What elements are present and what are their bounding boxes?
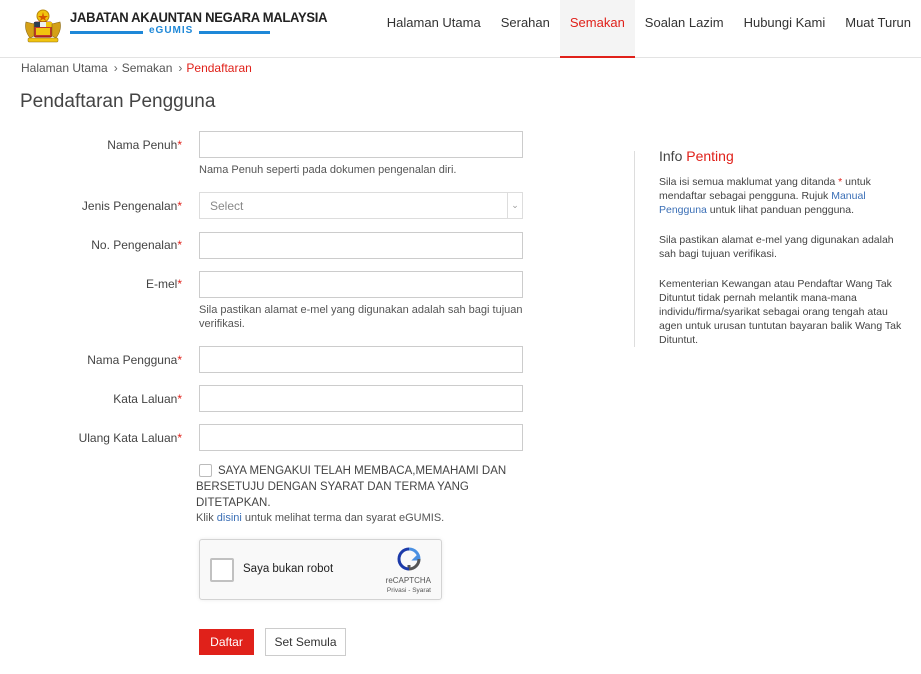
page-title: Pendaftaran Pengguna [20, 91, 216, 112]
info-p1-text: Sila isi semua maklumat yang ditanda [659, 176, 839, 188]
email-label [0, 277, 182, 291]
info-paragraph-1 [659, 175, 907, 217]
main-nav [377, 0, 921, 58]
recaptcha-checkbox[interactable] [210, 558, 234, 582]
nav-item-semakan[interactable]: Semakan [560, 0, 635, 58]
terms-prefix: Klik [196, 512, 217, 524]
breadcrumb-item-current: Pendaftaran [186, 61, 252, 75]
register-button[interactable]: Daftar [199, 629, 254, 655]
recaptcha-label: Saya bukan robot [243, 563, 334, 575]
breadcrumb [21, 61, 252, 75]
info-p1-after: untuk lihat panduan pengguna. [706, 204, 855, 216]
terms-text [196, 512, 444, 524]
confirm-password-label [0, 431, 182, 445]
recaptcha-brand: reCAPTCHA [385, 576, 431, 585]
nav-item-muat-turun[interactable]: Muat Turun [845, 15, 911, 30]
top-header [0, 0, 921, 58]
chevron-right-icon: › [113, 61, 118, 75]
recaptcha-privacy-links[interactable]: Privasi - Syarat [386, 587, 431, 594]
user-manual-link[interactable]: Manual Pengguna [659, 190, 866, 216]
breadcrumb-item-home[interactable]: Halaman Utama [21, 61, 108, 75]
terms-link[interactable]: disini [216, 512, 242, 524]
confirm-password-input[interactable] [199, 424, 523, 451]
required-mark: * [177, 138, 182, 152]
full-name-input[interactable] [199, 131, 523, 158]
full-name-label-text: Nama Penuh [107, 138, 178, 152]
username-input[interactable] [199, 346, 523, 373]
email-help: Sila pastikan alamat e-mel yang digunakan adalah sah bagi tujuan verifikasi. [199, 304, 523, 330]
nav-item-halaman-utama[interactable]: Halaman Utama [386, 15, 481, 30]
password-label [0, 392, 182, 406]
info-paragraph-2: Sila pastikan alamat e-mel yang digunakan adalah sah bagi tujuan verifikasi. [659, 234, 894, 260]
id-number-label [0, 238, 182, 252]
nav-item-hubungi-kami[interactable]: Hubungi Kami [743, 15, 826, 30]
id-type-label-text: Jenis Pengenalan [81, 199, 178, 213]
email-input[interactable] [199, 271, 523, 298]
recaptcha-logo-icon [396, 547, 422, 571]
nav-item-serahan[interactable]: Serahan [500, 15, 550, 30]
info-title-highlight: Penting [686, 148, 734, 164]
required-mark: * [177, 277, 182, 291]
agree-checkbox[interactable] [199, 464, 212, 477]
required-mark: * [838, 176, 843, 188]
email-label-text: E-mel [145, 277, 178, 291]
required-mark: * [177, 199, 182, 213]
username-label-text: Nama Pengguna [87, 353, 178, 367]
logo-title: JABATAN AKAUNTAN NEGARA MALAYSIA [70, 9, 328, 25]
logo-subtitle: eGUMIS [143, 25, 199, 36]
nav-item-soalan-lazim[interactable]: Soalan Lazim [644, 15, 724, 30]
username-label [0, 353, 182, 367]
breadcrumb-item-semakan[interactable]: Semakan [121, 61, 173, 75]
info-p1-mid: untuk mendaftar sebagai pengguna. Rujuk [659, 176, 871, 202]
required-mark: * [177, 392, 182, 406]
required-mark: * [177, 238, 182, 252]
info-divider [634, 151, 635, 347]
password-input[interactable] [199, 385, 523, 412]
id-type-label [0, 199, 182, 213]
reset-button[interactable]: Set Semula [265, 628, 346, 656]
coat-of-arms-logo[interactable] [22, 8, 64, 44]
confirm-password-label-text: Ulang Kata Laluan [78, 431, 178, 445]
info-title [659, 148, 734, 164]
chevron-right-icon: › [178, 61, 183, 75]
info-paragraph-3: Kementerian Kewangan atau Pendaftar Wang Tak Dituntut tidak pernah melantik mana-mana individu/firma/syarikat sebagai orang tengah atau agen untuk urusan tuntutan bayaran balik Wang Tak Dituntut. [659, 278, 902, 346]
id-number-label-text: No. Pengenalan [91, 238, 178, 252]
info-title-prefix: Info [659, 148, 687, 164]
id-type-selected-value: Select [210, 199, 244, 213]
id-type-select[interactable] [199, 192, 523, 219]
full-name-label [0, 138, 182, 152]
chevron-down-icon: ⌄ [507, 193, 522, 218]
password-label-text: Kata Laluan [113, 392, 178, 406]
required-mark: * [177, 431, 182, 445]
terms-suffix: untuk melihat terma dan syarat eGUMIS. [241, 512, 445, 524]
recaptcha-widget [199, 539, 442, 600]
full-name-help: Nama Penuh seperti pada dokumen pengenalan diri. [199, 164, 457, 176]
required-mark: * [177, 353, 182, 367]
agree-text: SAYA MENGAKUI TELAH MEMBACA,MEMAHAMI DAN BERSETUJU DENGAN SYARAT DAN TERMA YANG DITETAPKAN. [196, 465, 507, 509]
id-number-input[interactable] [199, 232, 523, 259]
